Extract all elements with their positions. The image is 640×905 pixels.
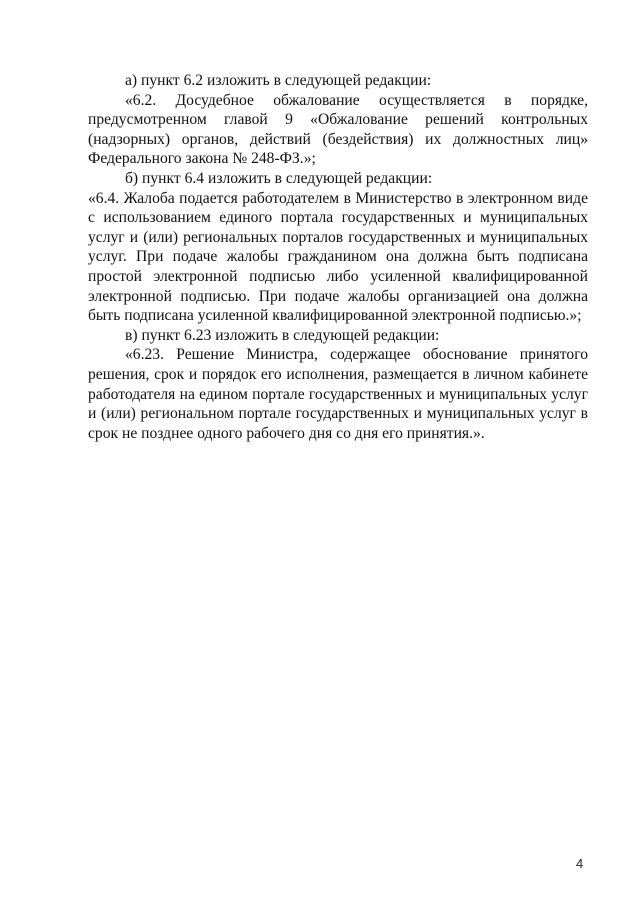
paragraph-item-b: б) пункт 6.4 изложить в следующей редакции: [125, 169, 433, 187]
document-body [88, 71, 588, 443]
paragraph-6-4: «6.4. Жалоба подается работодателем в Министерство в электронном виде с использованием единого портала государственных и муниципальных услуг и (или) региональных порталов государственных и муниципальных услуг. При подаче жалобы гражданином она должна быть подписана простой электронной подписью либо усиленной квалифицированной электронной подписью. При подаче жалобы организацией она должна быть подписана усиленной квалифицированной электронной подписью.»; [88, 189, 588, 325]
paragraph-6-2: «6.2. Досудебное обжалование осуществляется в порядке, предусмотренном главой 9 «Обжалование решений контрольных (надзорных) органов, действий (бездействия) их должностных лиц» Федерального закона № 248-ФЗ.»; [88, 91, 588, 168]
paragraph-item-c: в) пункт 6.23 изложить в следующей редакции: [125, 326, 440, 344]
paragraph-6-23: «6.23. Решение Министра, содержащее обоснование принятого решения, срок и порядок его исполнения, размещается в личном кабинете работодателя на едином портале государственных и муниципальных услуг и (или) региональном портале государственных и муниципальных услуг в срок не позднее одного рабочего дня со дня его принятия.». [88, 346, 588, 442]
page-number: 4 [576, 856, 584, 871]
paragraph-item-a: а) пункт 6.2 изложить в следующей редакции: [125, 72, 432, 89]
